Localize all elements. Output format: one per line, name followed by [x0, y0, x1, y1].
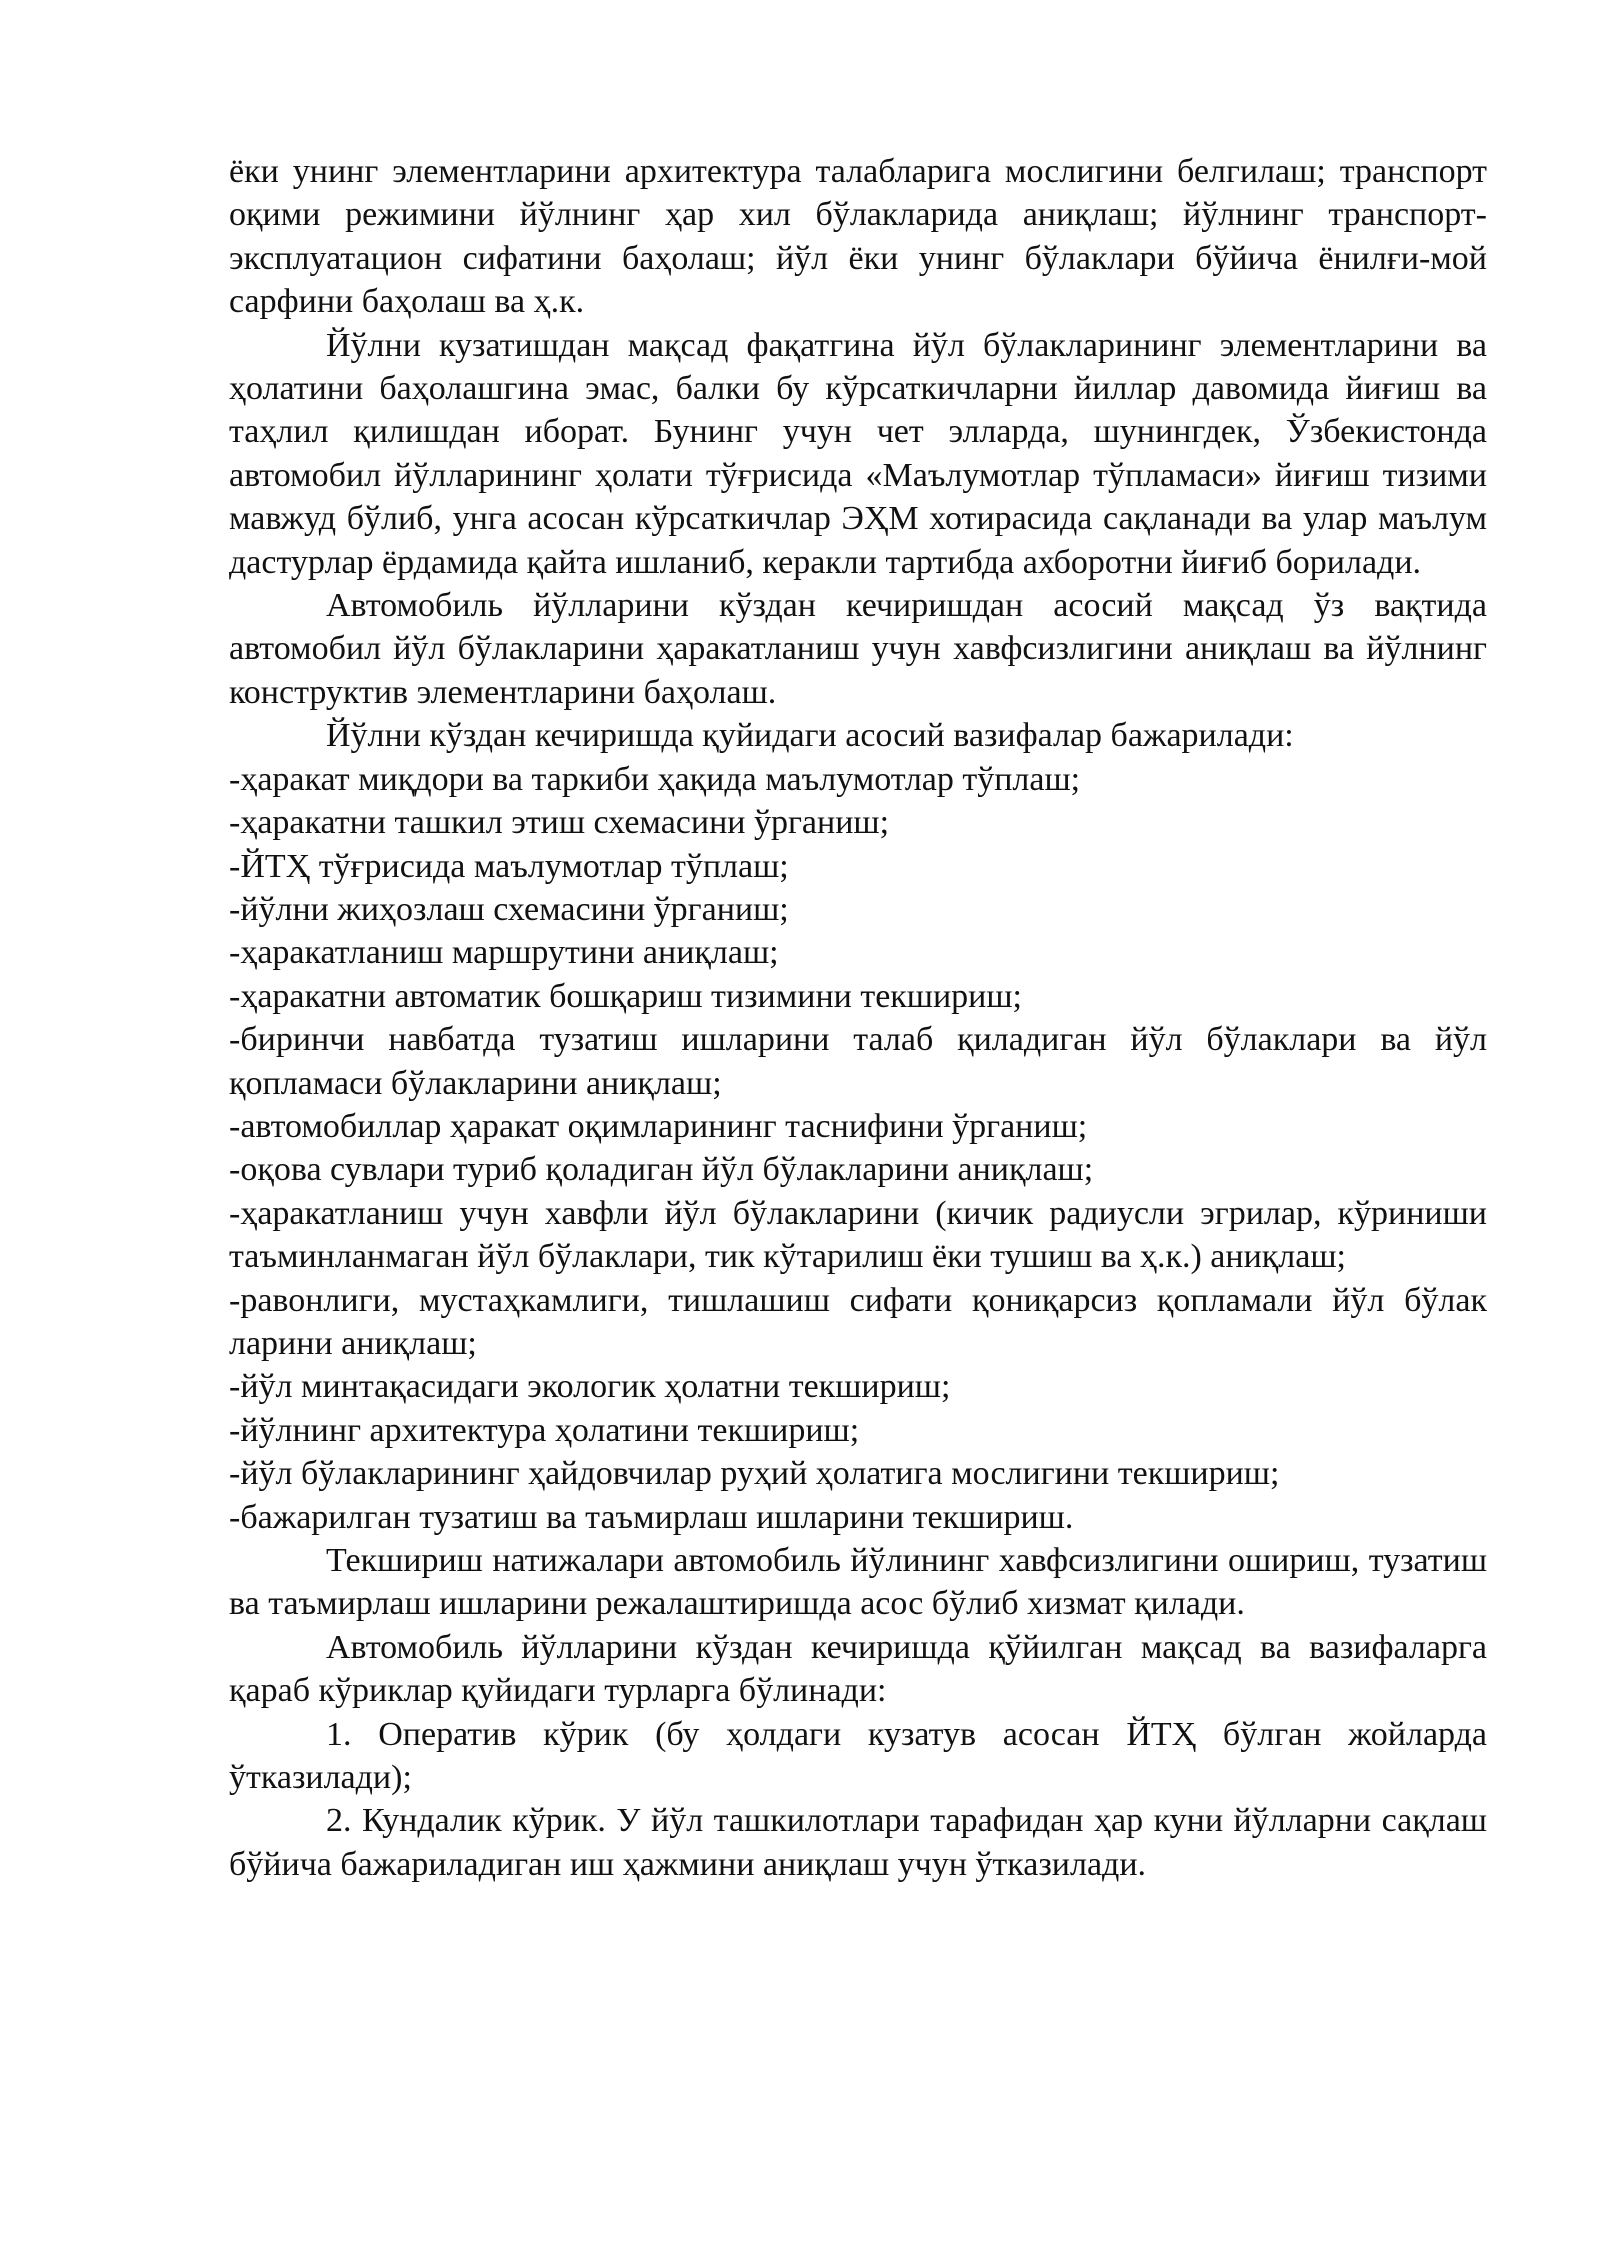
list-item: -йўл минтақасидаги экологик ҳолатни текшириш;: [229, 1368, 951, 1406]
list-item: -ҳаракатланиш учун хавфли йўл бўлакларини (кичик радиусли эгрилар, кўриниши таъминланмаган йўл бўлаклари, тик кўтарилиш ёки тушиш ва ҳ.к.) аниқлаш;: [229, 1194, 1487, 1276]
list-item: -ҳаракатни ташкил этиш схемасини ўрганиш;: [229, 804, 890, 842]
numbered-item: 2. Кундалик кўрик. У йўл ташкилотлари тарафидан ҳар куни йўлларни сақлаш бўйича бажариладиган иш ҳажмини аниқлаш учун ўтказилади.: [229, 1802, 1487, 1883]
list-item: -бажарилган тузатиш ва таъмирлаш ишларини текшириш.: [229, 1498, 1074, 1536]
list-item: -равонлиги, мустаҳкамлиги, тишлашиш сифати қониқарсиз қопламали йўл бўлак ларини аниқлаш;: [229, 1281, 1487, 1362]
list-item: -йўл бўлакларининг ҳайдовчилар руҳий ҳолатига мослигини текшириш;: [229, 1455, 1280, 1493]
list-item: -оқова сувлари туриб қоладиган йўл бўлакларини аниқлаш;: [229, 1151, 1094, 1189]
paragraph: ёки унинг элементларини архитектура талабларига мослигини белгилаш; транспорт оқими режимини йўлнинг ҳар хил бўлакларида аниқлаш; йўлнинг транспорт-эксплуатацион сифатини баҳолаш; йўл ёки унинг бўлаклари бўйича ёнилғи-мой сарфини баҳолаш ва ҳ.к.: [229, 153, 1487, 321]
paragraph: Автомобиль йўлларини кўздан кечиришда қўйилган мақсад ва вазифаларга қараб кўриклар қуйидаги турларга бўлинади:: [229, 1628, 1487, 1710]
list-item: -ҳаракат миқдори ва таркиби ҳақида маълумотлар тўплаш;: [229, 760, 1081, 798]
list-item: -йўлнинг архитектура ҳолатини текшириш;: [229, 1411, 860, 1449]
list-item: -ҳаракатни автоматик бошқариш тизимини текшириш;: [229, 977, 1023, 1015]
list-item: -автомобиллар ҳаракат оқимларининг таснифини ўрганиш;: [229, 1107, 1088, 1145]
paragraph: Йўлни кўздан кечиришда қуйидаги асосий вазифалар бажарилади:: [326, 717, 1294, 755]
document-page: [229, 150, 1487, 1886]
list-item: -ЙТҲ тўғрисида маълумотлар тўплаш;: [229, 847, 789, 885]
paragraph: Автомобиль йўлларини кўздан кечиришдан асосий мақсад ўз вақтида автомобил йўл бўлакларини ҳаракатланиш учун хавфсизлигини аниқлаш ва йўлнинг конструктив элементларини баҳолаш.: [229, 587, 1487, 711]
numbered-item: 1. Оператив кўрик (бу ҳолдаги кузатув асосан ЙТҲ бўлган жойларда ўтказилади);: [229, 1715, 1487, 1797]
list-item: -йўлни жиҳозлаш схемасини ўрганиш;: [229, 890, 789, 928]
list-item: -ҳаракатланиш маршрутини аниқлаш;: [229, 934, 779, 972]
paragraph: Йўлни кузатишдан мақсад фақатгина йўл бўлакларининг элементларини ва ҳолатини баҳолашгина эмас, балки бу кўрсаткичларни йиллар давомида йиғиш ва таҳлил қилишдан иборат. Бунинг учун чет элларда, шунингдек, Ўзбекистонда автомобил йўлларининг ҳолати тўғрисида «Маълумотлар тўпламаси» йиғиш тизими мавжуд бўлиб, унга асосан кўрсаткичлар ЭҲМ хотирасида сақланади ва улар маълум дастурлар ёрдамида қайта ишланиб, керакли тартибда ахборотни йиғиб борилади.: [229, 326, 1487, 581]
list-item: -биринчи навбатда тузатиш ишларини талаб қиладиган йўл бўлаклари ва йўл қопламаси бўлакларини аниқлаш;: [229, 1021, 1487, 1102]
paragraph: Текшириш натижалари автомобиль йўлининг хавфсизлигини ошириш, тузатиш ва таъмирлаш ишларини режалаштиришда асос бўлиб хизмат қилади.: [229, 1542, 1487, 1623]
